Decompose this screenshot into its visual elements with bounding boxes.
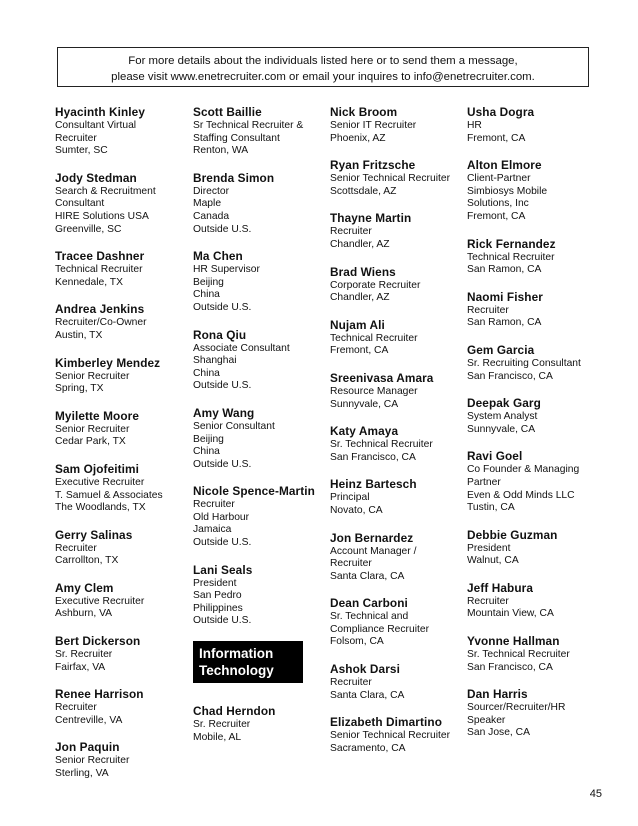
person-detail: Technical Recruiter xyxy=(467,251,555,263)
person-detail: Simbiosys Mobile xyxy=(467,185,548,197)
person-name: Bert Dickerson xyxy=(55,634,141,649)
person-detail: Shanghai xyxy=(193,355,237,367)
person-detail: Recruiter xyxy=(55,132,97,144)
person-detail: Tustin, CA xyxy=(467,502,515,514)
person-detail: Executive Recruiter xyxy=(55,476,145,488)
person-detail: Even & Odd Minds LLC xyxy=(467,489,575,501)
person-detail: Philippines xyxy=(193,602,243,614)
person-name: Sreenivasa Amara xyxy=(330,370,434,385)
person-name: Myilette Moore xyxy=(55,408,139,423)
directory-entry xyxy=(55,581,163,621)
person-detail: Walnut, CA xyxy=(467,555,519,567)
person-detail: Ashburn, VA xyxy=(55,608,113,620)
person-detail: T. Samuel & Associates xyxy=(55,489,163,501)
directory-entry xyxy=(330,596,450,649)
person-detail: Executive Recruiter xyxy=(55,595,145,607)
directory-entry xyxy=(193,249,315,314)
directory-entry xyxy=(330,105,450,145)
person-detail: Greenville, SC xyxy=(55,223,122,235)
directory-entry xyxy=(330,662,450,702)
person-detail: Senior Consultant xyxy=(193,420,275,432)
person-name: Brenda Simon xyxy=(193,170,275,185)
person-detail: Chandler, AZ xyxy=(330,292,390,304)
directory-entry xyxy=(193,105,315,158)
directory-entry xyxy=(193,704,315,744)
contact-notice xyxy=(57,47,589,87)
person-detail: Senior Recruiter xyxy=(55,755,130,767)
person-name: Jon Paquin xyxy=(55,740,120,755)
person-name: Jon Bernardez xyxy=(330,530,414,545)
person-detail: Outside U.S. xyxy=(193,380,252,392)
person-detail: San Ramon, CA xyxy=(467,264,542,276)
person-detail: Chandler, AZ xyxy=(330,238,390,250)
person-name: Dan Harris xyxy=(467,687,528,702)
directory-column-1 xyxy=(55,105,163,794)
directory-entry xyxy=(55,634,163,674)
person-detail: Sumter, SC xyxy=(55,145,108,157)
person-detail: Speaker xyxy=(467,714,506,726)
person-detail: Recruiter xyxy=(55,702,97,714)
person-detail: Sr. Recruiting Consultant xyxy=(467,357,581,369)
person-detail: Beijing xyxy=(193,433,224,445)
directory-entry xyxy=(55,105,163,158)
person-name: Chad Herndon xyxy=(193,704,276,719)
person-detail: Recruiter xyxy=(330,677,372,689)
person-detail: San Jose, CA xyxy=(467,727,530,739)
person-detail: Sr. Technical Recruiter xyxy=(467,649,570,661)
directory-column-4 xyxy=(467,105,581,753)
directory-entry xyxy=(55,409,163,449)
person-name: Ryan Fritzsche xyxy=(330,158,416,173)
person-detail: China xyxy=(193,289,220,301)
person-detail: China xyxy=(193,367,220,379)
person-detail: Corporate Recruiter xyxy=(330,279,421,291)
person-detail: Folsom, CA xyxy=(330,636,384,648)
person-detail: Recruiter xyxy=(467,304,509,316)
person-detail: Recruiter xyxy=(193,499,235,511)
person-detail: Consultant xyxy=(55,198,105,210)
person-detail: Search & Recruitment xyxy=(55,185,156,197)
person-name: Kimberley Mendez xyxy=(55,355,161,370)
person-detail: Sourcer/Recruiter/HR xyxy=(467,702,566,714)
person-name: Heinz Bartesch xyxy=(330,477,417,492)
person-detail: Senior Recruiter xyxy=(55,423,130,435)
person-name: Scott Baillie xyxy=(193,105,262,119)
person-name: Andrea Jenkins xyxy=(55,302,145,317)
person-detail: Recruiter xyxy=(330,558,372,570)
person-detail: Sunnyvale, CA xyxy=(467,423,536,435)
directory-entry xyxy=(467,396,581,436)
person-detail: Sr. Technical Recruiter xyxy=(330,439,433,451)
person-detail: Mobile, AL xyxy=(193,731,242,743)
person-name: Gem Garcia xyxy=(467,342,535,357)
directory-entry xyxy=(55,171,163,236)
person-name: Katy Amaya xyxy=(330,424,399,439)
person-name: Renee Harrison xyxy=(55,687,144,702)
person-detail: President xyxy=(467,542,511,554)
page-number: 45 xyxy=(589,788,602,800)
person-detail: San Francisco, CA xyxy=(330,451,416,463)
person-name: Nujam Ali xyxy=(330,317,385,332)
person-detail: Kennedale, TX xyxy=(55,276,123,288)
person-detail: San Francisco, CA xyxy=(467,370,553,382)
section-header-line: Technology xyxy=(199,663,274,679)
person-detail: Account Manager / xyxy=(330,545,417,557)
person-detail: Recruiter xyxy=(55,542,97,554)
person-detail: Beijing xyxy=(193,276,224,288)
person-detail: Sacramento, CA xyxy=(330,742,406,754)
person-detail: President xyxy=(193,577,237,589)
person-detail: China xyxy=(193,446,220,458)
person-detail: The Woodlands, TX xyxy=(55,502,146,514)
person-detail: Recruiter/Co-Owner xyxy=(55,317,147,329)
directory-entry xyxy=(330,318,450,358)
person-detail: San Francisco, CA xyxy=(467,661,553,673)
person-detail: Scottsdale, AZ xyxy=(330,185,397,197)
person-detail: Senior Recruiter xyxy=(55,370,130,382)
person-name: Ma Chen xyxy=(193,249,243,264)
person-name: Jody Stedman xyxy=(55,170,137,185)
person-detail: Technical Recruiter xyxy=(55,264,143,276)
person-detail: Santa Clara, CA xyxy=(330,570,405,582)
person-detail: Outside U.S. xyxy=(193,615,252,627)
person-detail: Fremont, CA xyxy=(467,210,526,222)
person-detail: Senior Technical Recruiter xyxy=(330,730,450,742)
directory-column-2 xyxy=(193,105,315,757)
person-detail: Novato, CA xyxy=(330,504,383,516)
person-name: Ravi Goel xyxy=(467,449,523,464)
person-detail: Senior IT Recruiter xyxy=(330,120,417,131)
person-detail: San Ramon, CA xyxy=(467,317,542,329)
person-detail: Compliance Recruiter xyxy=(330,623,430,635)
person-detail: Partner xyxy=(467,476,501,488)
directory-entry xyxy=(55,302,163,342)
person-name: Thayne Martin xyxy=(330,211,412,226)
person-detail: Resource Manager xyxy=(330,385,418,397)
person-detail: Phoenix, AZ xyxy=(330,132,386,144)
person-detail: Santa Clara, CA xyxy=(330,689,405,701)
directory-entry xyxy=(55,687,163,727)
person-name: Ashok Darsi xyxy=(330,662,400,677)
person-name: Lani Seals xyxy=(193,562,253,577)
directory-entry xyxy=(467,581,581,621)
person-detail: Old Harbour xyxy=(193,511,250,523)
directory-entry xyxy=(193,563,315,628)
person-name: Jeff Habura xyxy=(467,580,534,595)
person-detail: Director xyxy=(193,185,230,197)
directory-entry xyxy=(330,265,450,305)
person-detail: Sunnyvale, CA xyxy=(330,398,399,410)
person-detail: Carrollton, TX xyxy=(55,555,119,567)
person-name: Amy Wang xyxy=(193,405,255,420)
person-detail: Austin, TX xyxy=(55,329,103,341)
directory-entry xyxy=(467,687,581,740)
person-detail: Technical Recruiter xyxy=(330,332,418,344)
directory-entry xyxy=(467,237,581,277)
person-detail: HR xyxy=(467,120,482,131)
directory-entry xyxy=(467,343,581,383)
notice-line-1: For more details about the individuals listed here or to send them a message, xyxy=(128,55,518,67)
person-detail: Fremont, CA xyxy=(330,345,389,357)
person-name: Rick Fernandez xyxy=(467,236,556,251)
person-detail: HIRE Solutions USA xyxy=(55,210,149,222)
person-detail: Co Founder & Managing xyxy=(467,464,580,476)
directory-entry xyxy=(330,158,450,198)
person-detail: Fremont, CA xyxy=(467,132,526,144)
person-name: Debbie Guzman xyxy=(467,527,558,542)
directory-entry xyxy=(467,634,581,674)
directory-entry xyxy=(467,158,581,223)
directory-entry xyxy=(467,290,581,330)
directory-column-3 xyxy=(330,105,450,768)
person-detail: Solutions, Inc xyxy=(467,198,529,210)
person-detail: Fairfax, VA xyxy=(55,661,106,673)
person-detail: Mountain View, CA xyxy=(467,608,554,620)
person-detail: Recruiter xyxy=(467,595,509,607)
directory-entry xyxy=(330,424,450,464)
directory-entry xyxy=(330,371,450,411)
person-name: Alton Elmore xyxy=(467,158,542,173)
person-name: Elizabeth Dimartino xyxy=(330,715,443,730)
person-name: Yvonne Hallman xyxy=(467,634,560,649)
directory-entry xyxy=(467,449,581,514)
directory-entry xyxy=(55,356,163,396)
directory-entry xyxy=(55,249,163,289)
person-detail: Associate Consultant xyxy=(193,342,290,354)
person-detail: Staffing Consultant xyxy=(193,132,280,144)
person-detail: Spring, TX xyxy=(55,383,104,395)
person-name: Deepak Garg xyxy=(467,396,541,411)
directory-entry xyxy=(330,211,450,251)
person-detail: Jamaica xyxy=(193,524,232,536)
person-detail: HR Supervisor xyxy=(193,264,260,276)
person-detail: Maple xyxy=(193,198,222,210)
directory-entry xyxy=(55,462,163,515)
person-detail: Canada xyxy=(193,210,230,222)
person-name: Nick Broom xyxy=(330,105,398,119)
person-detail: Renton, WA xyxy=(193,145,249,157)
person-detail: Outside U.S. xyxy=(193,223,252,235)
directory-entry xyxy=(55,740,163,780)
directory-entry xyxy=(330,531,450,584)
person-detail: Sr. Technical and xyxy=(330,611,409,623)
directory-entry xyxy=(193,328,315,393)
directory-entry xyxy=(467,105,581,145)
person-name: Nicole Spence-Martin xyxy=(193,484,315,499)
person-detail: Outside U.S. xyxy=(193,301,252,313)
notice-line-2: please visit www.enetrecruiter.com or email your inquires to info@enetrecruiter.com. xyxy=(111,71,535,83)
person-detail: Outside U.S. xyxy=(193,537,252,549)
person-detail: System Analyst xyxy=(467,411,538,423)
person-detail: Client-Partner xyxy=(467,173,531,185)
person-detail: Consultant Virtual xyxy=(55,120,137,131)
person-detail: Sr. Recruiter xyxy=(193,719,251,731)
directory-entry xyxy=(193,484,315,549)
person-detail: Sr Technical Recruiter & xyxy=(193,120,304,131)
section-header xyxy=(193,641,303,683)
person-name: Usha Dogra xyxy=(467,105,535,119)
directory-entry xyxy=(330,477,450,517)
directory-entry xyxy=(467,528,581,568)
person-name: Tracee Dashner xyxy=(55,249,145,264)
person-name: Brad Wiens xyxy=(330,264,396,279)
person-name: Hyacinth Kinley xyxy=(55,105,145,119)
person-name: Amy Clem xyxy=(55,580,114,595)
person-name: Gerry Salinas xyxy=(55,527,133,542)
person-detail: Outside U.S. xyxy=(193,458,252,470)
person-detail: Senior Technical Recruiter xyxy=(330,173,450,185)
directory-entry xyxy=(193,406,315,471)
person-detail: Centreville, VA xyxy=(55,714,123,726)
person-name: Naomi Fisher xyxy=(467,289,543,304)
person-detail: Principal xyxy=(330,492,370,504)
person-detail: San Pedro xyxy=(193,590,242,602)
person-detail: Cedar Park, TX xyxy=(55,436,126,448)
directory-entry xyxy=(330,715,450,755)
person-detail: Sterling, VA xyxy=(55,768,109,780)
directory-entry xyxy=(55,528,163,568)
person-detail: Recruiter xyxy=(330,226,372,238)
directory-entry xyxy=(193,171,315,236)
person-name: Sam Ojofeitimi xyxy=(55,461,139,476)
person-name: Dean Carboni xyxy=(330,596,408,611)
person-detail: Sr. Recruiter xyxy=(55,649,113,661)
section-header-line: Information xyxy=(199,646,274,662)
person-name: Rona Qiu xyxy=(193,327,247,342)
